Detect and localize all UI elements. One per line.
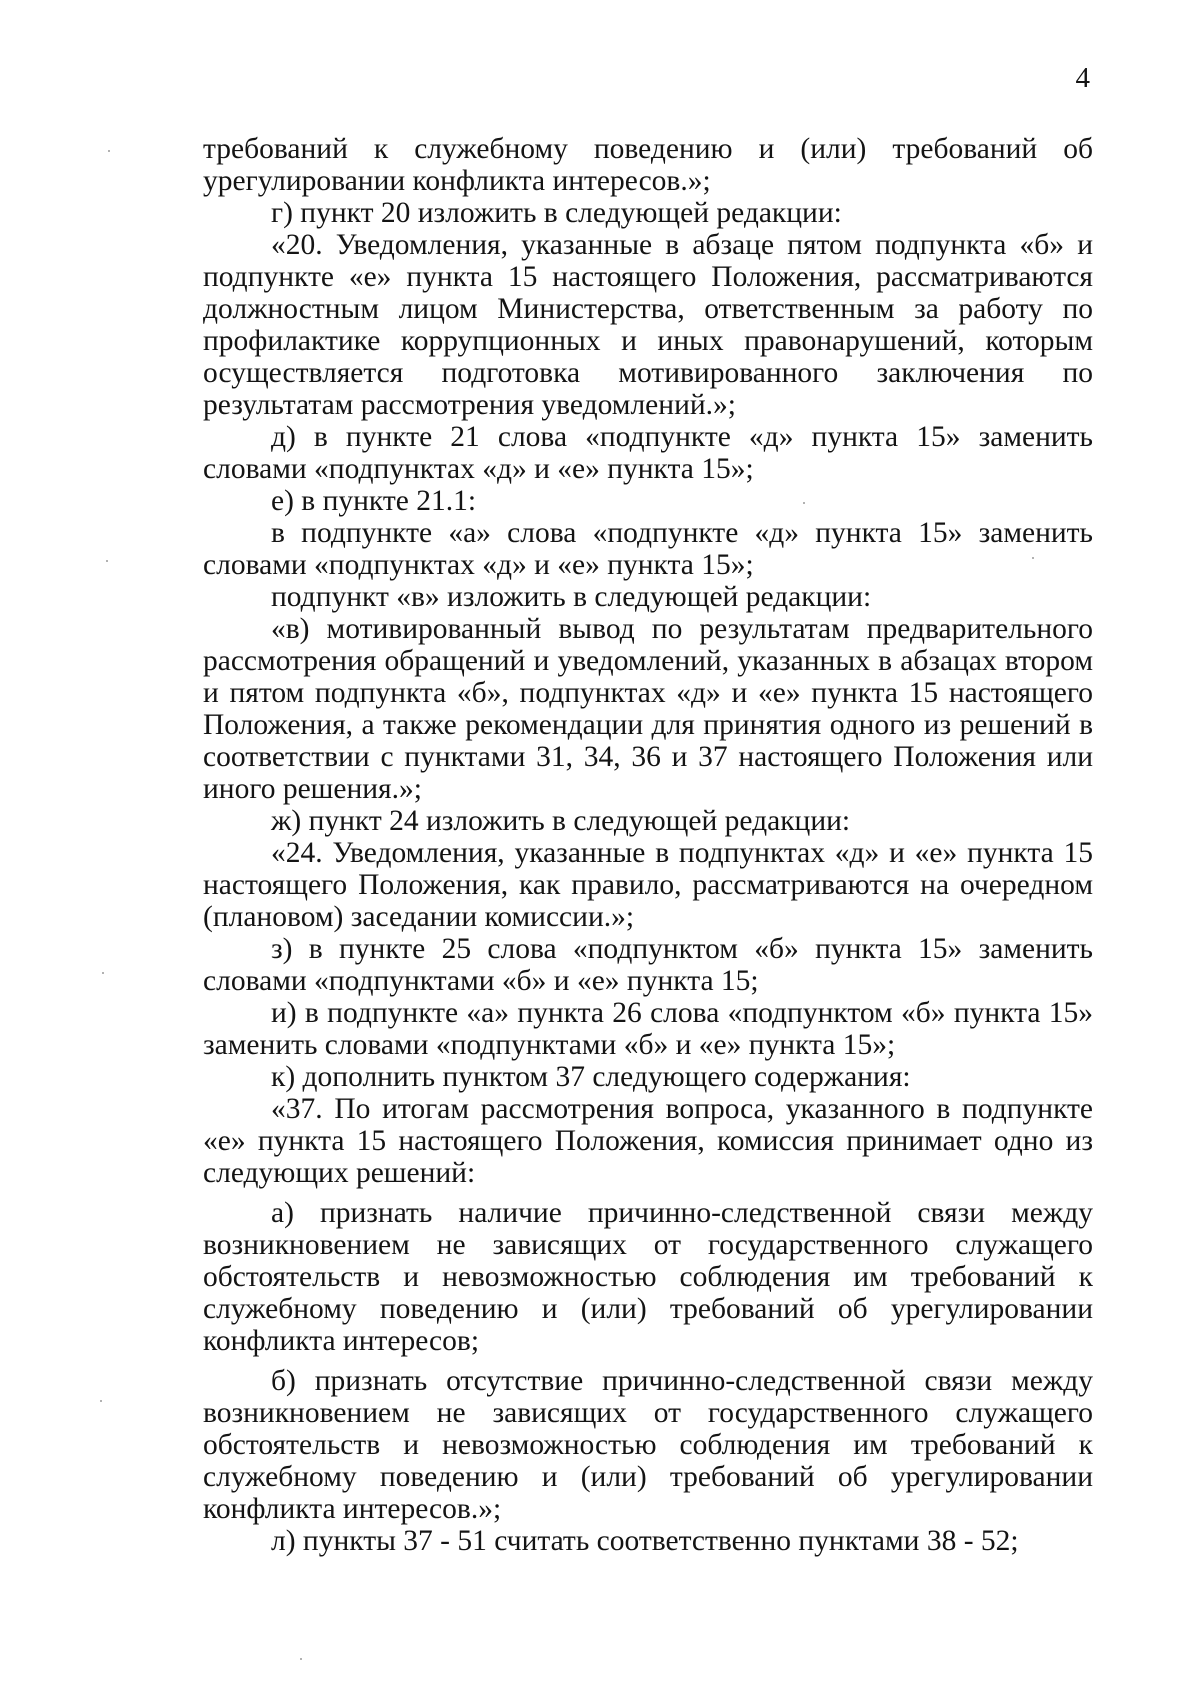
paragraph-subitem-v: подпункт «в» изложить в следующей редакции: bbox=[271, 581, 872, 613]
scan-speck bbox=[108, 150, 110, 152]
paragraph-item-g: г) пункт 20 изложить в следующей редакции: bbox=[271, 197, 842, 229]
paragraph-clause-24: «24. Уведомления, указанные в подпунктах «д» и «е» пункта 15 настоящего Положения, как правило, рассматриваются на очередном (плановом) заседании комиссии.»; bbox=[203, 837, 1093, 933]
paragraph-decision-a: а) признать наличие причинно-следственной связи между возникновением не зависящих от государственного служащего обстоятельств и невозможностью соблюдения им требований к служебному поведению и (или) требований об урегулировании конфликта интересов; bbox=[203, 1197, 1093, 1357]
document-body bbox=[203, 133, 1093, 1557]
scan-speck bbox=[100, 1400, 102, 1402]
paragraph-item-d: д) в пункте 21 слова «подпункте «д» пункта 15» заменить словами «подпунктах «д» и «е» пункта 15»; bbox=[203, 421, 1093, 485]
scan-speck bbox=[1032, 557, 1034, 559]
paragraph-item-z: з) в пункте 25 слова «подпунктом «б» пункта 15» заменить словами «подпунктами «б» и «е» пункта 15; bbox=[203, 933, 1093, 997]
page-number: 4 bbox=[1075, 62, 1090, 94]
scan-speck bbox=[102, 972, 104, 974]
paragraph-item-l: л) пункты 37 - 51 считать соответственно пунктами 38 - 52; bbox=[271, 1525, 1019, 1557]
paragraph-clause-20: «20. Уведомления, указанные в абзаце пятом подпункта «б» и подпункте «е» пункта 15 настоящего Положения, рассматриваются должностным лицом Министерства, ответственным за работу по профилактике коррупционных и иных правонарушений, которым осуществляется подготовка мотивированного заключения по результатам рассмотрения уведомлений.»; bbox=[203, 229, 1093, 421]
scan-speck bbox=[106, 560, 108, 562]
paragraph-clause-v: «в) мотивированный вывод по результатам предварительного рассмотрения обращений и уведомлений, указанных в абзацах втором и пятом подпункта «б», подпунктах «д» и «е» пункта 15 настоящего Положения, а также рекомендации для принятия одного из решений в соответствии с пунктами 31, 34, 36 и 37 настоящего Положения или иного решения.»; bbox=[203, 613, 1093, 805]
paragraph-continuation: требований к служебному поведению и (или) требований об урегулировании конфликта интересов.»; bbox=[203, 133, 1093, 197]
paragraph-item-e: е) в пункте 21.1: bbox=[271, 485, 477, 517]
paragraph-item-i: и) в подпункте «а» пункта 26 слова «подпунктом «б» пункта 15» заменить словами «подпунктами «б» и «е» пункта 15»; bbox=[203, 997, 1093, 1061]
paragraph-clause-37: «37. По итогам рассмотрения вопроса, указанного в подпункте «е» пункта 15 настоящего Положения, комиссия принимает одно из следующих решений: bbox=[203, 1093, 1093, 1189]
paragraph-item-k: к) дополнить пунктом 37 следующего содержания: bbox=[271, 1061, 911, 1093]
paragraph-decision-b: б) признать отсутствие причинно-следственной связи между возникновением не зависящих от государственного служащего обстоятельств и невозможностью соблюдения им требований к служебному поведению и (или) требований об урегулировании конфликта интересов.»; bbox=[203, 1365, 1093, 1525]
scan-speck bbox=[803, 502, 805, 504]
paragraph-subitem-a: в подпункте «а» слова «подпункте «д» пункта 15» заменить словами «подпунктах «д» и «е» пункта 15»; bbox=[203, 517, 1093, 581]
scan-speck bbox=[300, 1658, 302, 1660]
paragraph-item-zh: ж) пункт 24 изложить в следующей редакции: bbox=[271, 805, 851, 837]
